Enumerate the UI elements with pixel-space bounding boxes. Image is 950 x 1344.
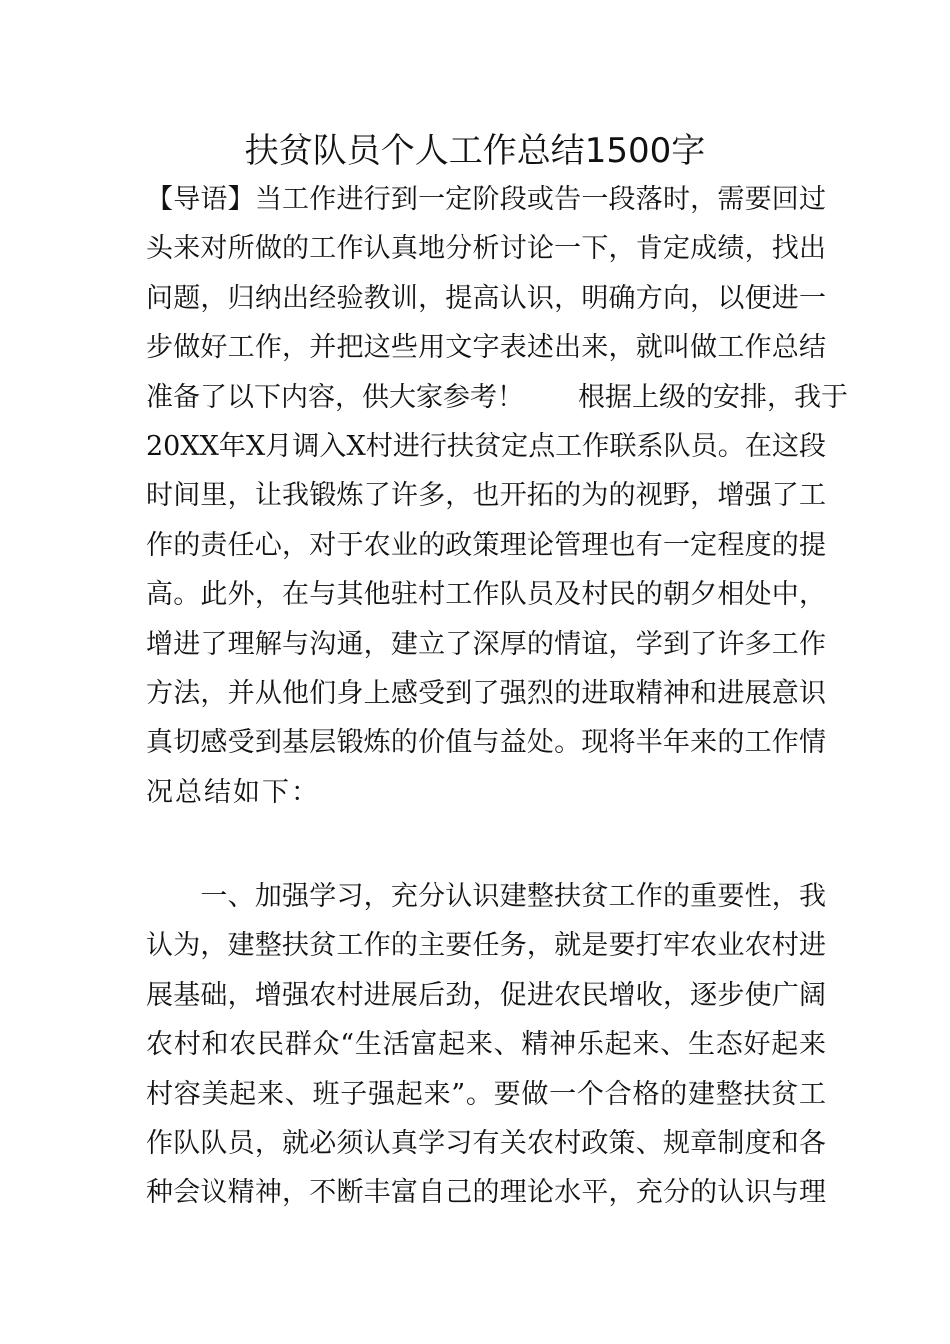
paragraph-intro [146, 175, 848, 817]
text-line: 高。此外，在与其他驻村工作队员及村民的朝夕相处中， [146, 579, 826, 611]
text-line: 作队队员，就必须认真学习有关农村政策、规章制度和各 [146, 1127, 826, 1159]
text-line: 问题，归纳出经验教训，提高认识，明确方向，以便进一 [146, 282, 826, 314]
text-line: 时间里，让我锻炼了许多，也开拓的为的视野，增强了工 [146, 480, 826, 512]
text-line: 步做好工作，并把这些用文字表述出来，就叫做工作总结 [146, 332, 826, 364]
text-line: 【导语】当工作进行到一定阶段或告一段落时，需要回过 [146, 184, 826, 215]
text-line: 真切感受到基层锻炼的价值与益处。现将半年来的工作情 [146, 727, 826, 759]
text-line: 农村和农民群众“生活富起来、精神乐起来、生态好起来 [146, 1029, 826, 1061]
text-line: 展基础，增强农村进展后劲，促进农民增收，逐步使广阔 [146, 979, 826, 1011]
text-line: 方法，并从他们身上感受到了强烈的进取精神和进展意识 [146, 677, 826, 709]
text-line: 头来对所做的工作认真地分析讨论一下，肯定成绩，找出 [146, 233, 826, 265]
document-title: 扶贫队员个人工作总结1500字 [244, 131, 706, 171]
text-line: 作的责任心，对于农业的政策理论管理也有一定程度的提 [146, 529, 826, 561]
text-line: 况总结如下： [146, 776, 320, 808]
text-line: 认为，建整扶贫工作的主要任务，就是要打牢农业农村进 [146, 930, 826, 962]
text-line: 村容美起来、班子强起来”。要做一个合格的建整扶贫工 [146, 1078, 826, 1110]
text-line: 准备了以下内容，供大家参考！ 根据上级的安排，我于 [146, 381, 848, 413]
paragraph-section-one [146, 872, 826, 1218]
text-line: 一、加强学习，充分认识建整扶贫工作的重要性，我 [146, 881, 826, 912]
text-line: 增进了理解与沟通，建立了深厚的情谊，学到了许多工作 [146, 628, 826, 660]
text-line: 种会议精神，不断丰富自己的理论水平，充分的认识与理 [146, 1177, 826, 1209]
text-line: 20XX年X月调入X村进行扶贫定点工作联系队员。在这段 [146, 430, 826, 462]
